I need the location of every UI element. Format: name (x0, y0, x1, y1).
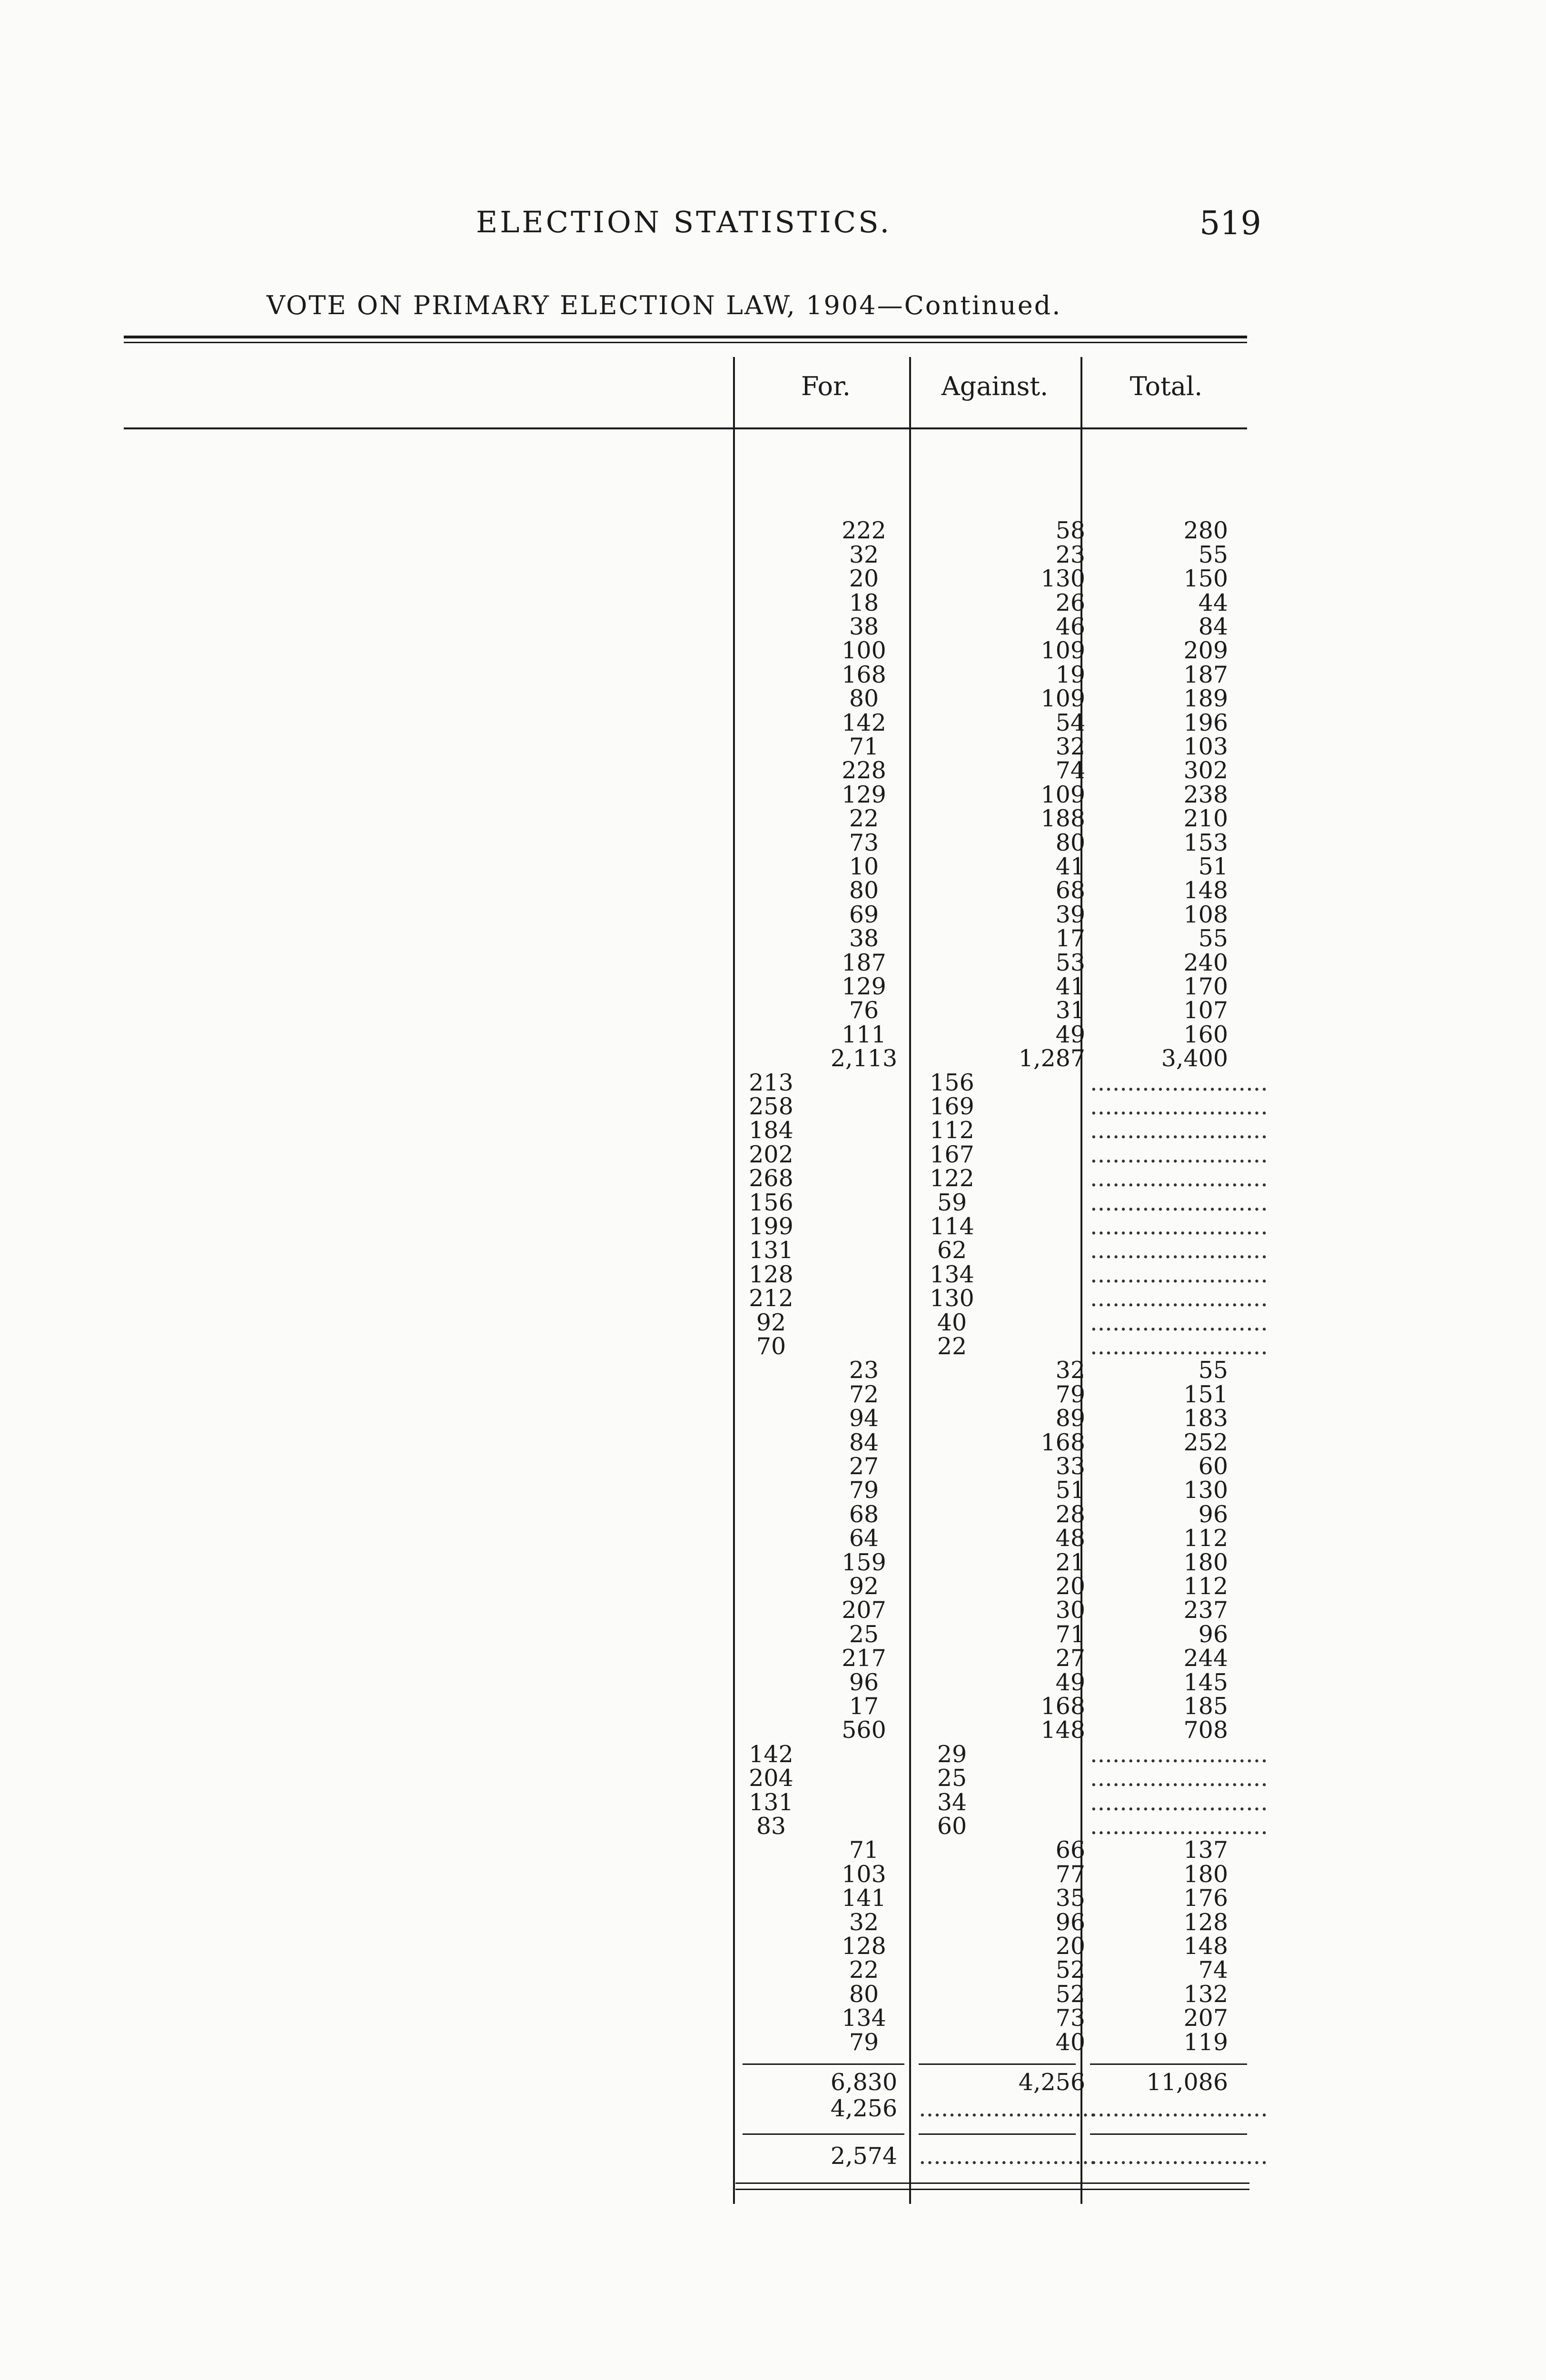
total-dots: ........................ (1090, 1093, 1268, 1120)
total-dots: ........................ (1090, 1813, 1268, 1840)
total-value: 112 (1183, 1573, 1228, 1600)
total-value: 244 (1183, 1645, 1228, 1672)
against-value: 48 (1055, 1525, 1085, 1552)
total-value: 44 (1198, 589, 1228, 616)
table-row (0, 519, 1546, 543)
for-value: 100 (842, 637, 886, 664)
for-value: 80 (849, 685, 879, 713)
against-ward-value: 62 (937, 1237, 967, 1264)
total-value: 151 (1183, 1380, 1228, 1408)
total-rule-against (919, 2063, 1076, 2065)
for-value: 73 (849, 829, 879, 856)
table-row (0, 1095, 1546, 1119)
table-row (0, 615, 1546, 639)
total-value: 107 (1183, 997, 1228, 1024)
for-value: 76 (849, 997, 879, 1024)
total-dots: ........................ (1090, 1765, 1268, 1792)
against-value: 32 (1055, 1357, 1085, 1384)
total-value: 55 (1198, 541, 1228, 568)
total-for: 6,830 (830, 2069, 898, 2096)
against-value: 23 (1055, 541, 1085, 568)
total-dots: ........................ (1090, 1069, 1268, 1096)
against-value: 41 (1055, 973, 1085, 1000)
table-row (0, 1980, 1546, 2008)
for-value: 17 (849, 1693, 879, 1720)
total-value: 55 (1198, 1357, 1228, 1384)
against-value: 74 (1055, 757, 1085, 784)
for-ward-value: 202 (749, 1140, 793, 1168)
total-rule-total (1090, 2063, 1247, 2065)
table-row (0, 1167, 1546, 1190)
for-value: 22 (849, 805, 879, 833)
against-value: 109 (1041, 685, 1085, 713)
against-value: 49 (1055, 1668, 1085, 1696)
for-ward-value: 70 (756, 1333, 786, 1360)
top-double-rule-1 (124, 336, 1247, 338)
for-ward-value: 142 (749, 1740, 793, 1768)
against-value: 51 (1055, 1477, 1085, 1504)
against-value: 66 (1055, 1836, 1085, 1864)
table-row (0, 1695, 1546, 1718)
table-row (0, 2006, 1546, 2030)
against-ward-value: 34 (937, 1788, 967, 1816)
against-value: 39 (1055, 901, 1085, 928)
table-row (0, 1740, 1546, 1768)
table-row (0, 1071, 1546, 1095)
total-row (0, 2071, 1546, 2094)
table-row (0, 1575, 1546, 1598)
total-value: 60 (1198, 1453, 1228, 1480)
total-value: 108 (1183, 901, 1228, 928)
table-row (0, 1140, 1546, 1168)
against-ward-value: 29 (937, 1740, 967, 1768)
for-value: 2,113 (830, 1045, 898, 1072)
for-ward-value: 128 (749, 1260, 793, 1288)
total-value: 150 (1183, 565, 1228, 593)
total-total: 11,086 (1146, 2069, 1228, 2096)
for-value: 25 (849, 1620, 879, 1648)
for-ward-value: 204 (749, 1765, 793, 1792)
table-row (0, 783, 1546, 807)
for-value: 560 (842, 1716, 886, 1744)
header-total: Total. (1130, 371, 1203, 401)
running-head: ELECTION STATISTICS. (476, 205, 892, 239)
total-value: 96 (1198, 1620, 1228, 1648)
against-value: 17 (1055, 925, 1085, 952)
against-value: 31 (1055, 997, 1085, 1024)
against-value: 54 (1055, 709, 1085, 736)
for-value: 80 (849, 877, 879, 904)
total-dots: ........................ (1090, 1237, 1268, 1264)
for-ward-value: 83 (756, 1813, 786, 1840)
against-ward-value: 112 (930, 1117, 974, 1144)
for-value: 69 (849, 901, 879, 928)
total-dots: ........................ (1090, 1189, 1268, 1216)
table-row (0, 687, 1546, 711)
for-value: 134 (842, 2004, 886, 2032)
total-value: 103 (1183, 733, 1228, 760)
against-value: 32 (1055, 733, 1085, 760)
against-value: 58 (1055, 517, 1085, 545)
plurality-row (0, 2144, 1546, 2168)
total-value: 183 (1183, 1405, 1228, 1432)
against-value: 52 (1055, 1980, 1085, 2008)
for-value: 129 (842, 781, 886, 808)
against-value: 28 (1055, 1500, 1085, 1528)
total-value: 708 (1183, 1716, 1228, 1744)
for-value: 27 (849, 1453, 879, 1480)
for-ward-value: 199 (749, 1213, 793, 1240)
for-ward-value: 213 (749, 1069, 793, 1096)
table-row (0, 1958, 1546, 1982)
for-ward-value: 212 (749, 1285, 793, 1312)
table-row (0, 1119, 1546, 1142)
plurality-against-dots: ........................ (919, 2142, 1097, 2170)
total-value: 280 (1183, 517, 1228, 545)
total-value: 3,400 (1161, 1045, 1228, 1072)
against-ward-value: 167 (930, 1140, 974, 1168)
table-row (0, 975, 1546, 999)
against-for: 4,256 (830, 2095, 898, 2122)
against-value: 53 (1055, 949, 1085, 976)
table-row (0, 927, 1546, 951)
against-value: 109 (1041, 637, 1085, 664)
table-row (0, 1478, 1546, 1502)
table-row (0, 1860, 1546, 1888)
against-value: 130 (1041, 565, 1085, 593)
against-value: 20 (1055, 1933, 1085, 1960)
against-value: 73 (1055, 2004, 1085, 2032)
total-value: 137 (1183, 1836, 1228, 1864)
plurality-total-dots: ........................ (1090, 2142, 1268, 2170)
table-title: VOTE ON PRIMARY ELECTION LAW, 1904—Continued. (267, 290, 1062, 320)
against-value: 33 (1055, 1453, 1085, 1480)
for-value: 68 (849, 1500, 879, 1528)
table-row (0, 1287, 1546, 1310)
table-row (0, 1766, 1546, 1790)
table-row (0, 543, 1546, 567)
for-value: 32 (849, 541, 879, 568)
total-value: 302 (1183, 757, 1228, 784)
total-value: 207 (1183, 2004, 1228, 2032)
table-row (0, 591, 1546, 615)
table-row (0, 759, 1546, 783)
table-row (0, 1934, 1546, 1958)
for-value: 72 (849, 1380, 879, 1408)
total-value: 252 (1183, 1428, 1228, 1456)
for-value: 207 (842, 1597, 886, 1624)
table-row (0, 1380, 1546, 1408)
for-value: 92 (849, 1573, 879, 1600)
table-row (0, 1047, 1546, 1071)
against-value: 68 (1055, 877, 1085, 904)
table-row (0, 663, 1546, 687)
for-value: 129 (842, 973, 886, 1000)
table-row (0, 1455, 1546, 1478)
total-value: 132 (1183, 1980, 1228, 2008)
total-rule-for (743, 2063, 904, 2065)
against-row (0, 2097, 1546, 2121)
against-ward-value: 156 (930, 1069, 974, 1096)
against-value: 35 (1055, 1884, 1085, 1912)
total-value: 148 (1183, 877, 1228, 904)
total-value: 238 (1183, 781, 1228, 808)
table-row (0, 1886, 1546, 1910)
total-value: 153 (1183, 829, 1228, 856)
for-value: 10 (849, 853, 879, 880)
for-value: 38 (849, 925, 879, 952)
against-against-dots: ........................ (919, 2095, 1097, 2122)
against-value: 168 (1041, 1693, 1085, 1720)
against-ward-value: 22 (937, 1333, 967, 1360)
total-dots: ........................ (1090, 1260, 1268, 1288)
top-double-rule-2 (124, 342, 1247, 343)
total-value: 128 (1183, 1908, 1228, 1936)
table-row (0, 1598, 1546, 1622)
total-value: 55 (1198, 925, 1228, 952)
against-value: 40 (1055, 2028, 1085, 2056)
for-value: 23 (849, 1357, 879, 1384)
table-row (0, 855, 1546, 879)
against-ward-value: 60 (937, 1813, 967, 1840)
bottom-double-rule-2 (735, 2189, 1249, 2190)
for-value: 159 (842, 1548, 886, 1576)
against-value: 27 (1055, 1645, 1085, 1672)
total-value: 189 (1183, 685, 1228, 713)
table-row (0, 495, 1546, 519)
table-row (0, 1788, 1546, 1816)
for-ward-value: 131 (749, 1788, 793, 1816)
table-row (0, 1260, 1546, 1288)
against-value: 89 (1055, 1405, 1085, 1432)
plurality-rule-for (743, 2133, 904, 2135)
total-value: 170 (1183, 973, 1228, 1000)
table-row (0, 1023, 1546, 1047)
table-row (0, 1335, 1546, 1359)
table-row (0, 1815, 1546, 1838)
for-value: 79 (849, 1477, 879, 1504)
for-value: 38 (849, 613, 879, 640)
against-ward-value: 40 (937, 1309, 967, 1336)
bottom-double-rule-1 (735, 2182, 1249, 2184)
table-row (0, 1718, 1546, 1742)
against-ward-value: 130 (930, 1285, 974, 1312)
against-value: 20 (1055, 1573, 1085, 1600)
total-value: 74 (1198, 1956, 1228, 1984)
table-row (0, 903, 1546, 927)
for-value: 141 (842, 1884, 886, 1912)
against-value: 46 (1055, 613, 1085, 640)
header-bottom-rule (124, 427, 1247, 429)
total-value: 130 (1183, 1477, 1228, 1504)
page-number: 519 (1199, 205, 1261, 242)
table-row (0, 711, 1546, 735)
table-row (0, 999, 1546, 1022)
for-ward-value: 92 (756, 1309, 786, 1336)
for-value: 187 (842, 949, 886, 976)
for-value: 20 (849, 565, 879, 593)
table-row (0, 1239, 1546, 1262)
header-for: For. (801, 371, 851, 401)
total-value: 209 (1183, 637, 1228, 664)
for-value: 79 (849, 2028, 879, 2056)
against-ward-value: 134 (930, 1260, 974, 1288)
for-value: 128 (842, 1933, 886, 1960)
against-value: 49 (1055, 1021, 1085, 1048)
table-row (0, 1646, 1546, 1670)
table-row (0, 1215, 1546, 1239)
for-value: 222 (842, 517, 886, 545)
total-dots: ........................ (1090, 1165, 1268, 1192)
total-dots: ........................ (1090, 1333, 1268, 1360)
for-ward-value: 184 (749, 1117, 793, 1144)
total-dots: ........................ (1090, 1309, 1268, 1336)
against-value: 148 (1041, 1716, 1085, 1744)
plurality-for: 2,574 (830, 2142, 898, 2170)
for-value: 71 (849, 733, 879, 760)
total-dots: ........................ (1090, 1788, 1268, 1816)
against-value: 71 (1055, 1620, 1085, 1648)
table-row (0, 735, 1546, 759)
table-row (0, 1527, 1546, 1550)
total-value: 196 (1183, 709, 1228, 736)
total-value: 237 (1183, 1597, 1228, 1624)
for-value: 168 (842, 661, 886, 688)
table-row (0, 1500, 1546, 1528)
table-row (0, 2028, 1546, 2056)
for-value: 228 (842, 757, 886, 784)
table-row (0, 951, 1546, 975)
total-value: 96 (1198, 1500, 1228, 1528)
table-row (0, 1428, 1546, 1456)
for-value: 96 (849, 1668, 879, 1696)
table-row (0, 1311, 1546, 1335)
total-dots: ........................ (1090, 1140, 1268, 1168)
total-value: 180 (1183, 1548, 1228, 1576)
for-ward-value: 131 (749, 1237, 793, 1264)
total-value: 187 (1183, 661, 1228, 688)
for-value: 18 (849, 589, 879, 616)
table-row (0, 1548, 1546, 1576)
total-dots: ........................ (1090, 1285, 1268, 1312)
table-row (0, 1908, 1546, 1936)
against-value: 96 (1055, 1908, 1085, 1936)
against-ward-value: 169 (930, 1093, 974, 1120)
total-value: 84 (1198, 613, 1228, 640)
table-row (0, 831, 1546, 855)
for-value: 84 (849, 1428, 879, 1456)
against-value: 19 (1055, 661, 1085, 688)
total-dots: ........................ (1090, 1213, 1268, 1240)
plurality-rule-total (1090, 2133, 1247, 2135)
against-ward-value: 114 (930, 1213, 974, 1240)
against-value: 168 (1041, 1428, 1085, 1456)
for-value: 32 (849, 1908, 879, 1936)
against-value: 77 (1055, 1860, 1085, 1888)
table-row (0, 639, 1546, 663)
header-against: Against. (941, 371, 1049, 401)
for-value: 80 (849, 1980, 879, 2008)
against-value: 30 (1055, 1597, 1085, 1624)
table-row (0, 879, 1546, 902)
table-row (0, 1191, 1546, 1215)
against-value: 109 (1041, 781, 1085, 808)
against-ward-value: 122 (930, 1165, 974, 1192)
for-value: 22 (849, 1956, 879, 1984)
table-row (0, 1407, 1546, 1430)
against-value: 21 (1055, 1548, 1085, 1576)
for-value: 94 (849, 1405, 879, 1432)
total-value: 180 (1183, 1860, 1228, 1888)
total-dots: ........................ (1090, 1117, 1268, 1144)
total-value: 210 (1183, 805, 1228, 833)
against-value: 41 (1055, 853, 1085, 880)
total-value: 160 (1183, 1021, 1228, 1048)
against-value: 26 (1055, 589, 1085, 616)
table-row (0, 807, 1546, 831)
total-value: 145 (1183, 1668, 1228, 1696)
table-row (0, 567, 1546, 591)
for-value: 103 (842, 1860, 886, 1888)
total-value: 185 (1183, 1693, 1228, 1720)
total-against: 4,256 (1018, 2069, 1085, 2096)
against-ward-value: 25 (937, 1765, 967, 1792)
for-value: 217 (842, 1645, 886, 1672)
table-row (0, 1620, 1546, 1648)
against-ward-value: 59 (937, 1189, 967, 1216)
total-value: 176 (1183, 1884, 1228, 1912)
total-value: 51 (1198, 853, 1228, 880)
plurality-rule-against (919, 2133, 1076, 2135)
for-value: 71 (849, 1836, 879, 1864)
against-value: 1,287 (1018, 1045, 1085, 1072)
table-row (0, 1359, 1546, 1382)
table-row (0, 1668, 1546, 1696)
against-value: 79 (1055, 1380, 1085, 1408)
for-value: 142 (842, 709, 886, 736)
total-value: 112 (1183, 1525, 1228, 1552)
for-ward-value: 156 (749, 1189, 793, 1216)
total-value: 148 (1183, 1933, 1228, 1960)
for-ward-value: 258 (749, 1093, 793, 1120)
against-value: 188 (1041, 805, 1085, 833)
against-value: 52 (1055, 1956, 1085, 1984)
for-value: 64 (849, 1525, 879, 1552)
total-dots: ........................ (1090, 1740, 1268, 1768)
total-value: 119 (1183, 2028, 1228, 2056)
against-value: 80 (1055, 829, 1085, 856)
against-total-dots: ........................ (1090, 2095, 1268, 2122)
total-value: 240 (1183, 949, 1228, 976)
table-row (0, 1838, 1546, 1862)
for-ward-value: 268 (749, 1165, 793, 1192)
for-value: 111 (842, 1021, 886, 1048)
